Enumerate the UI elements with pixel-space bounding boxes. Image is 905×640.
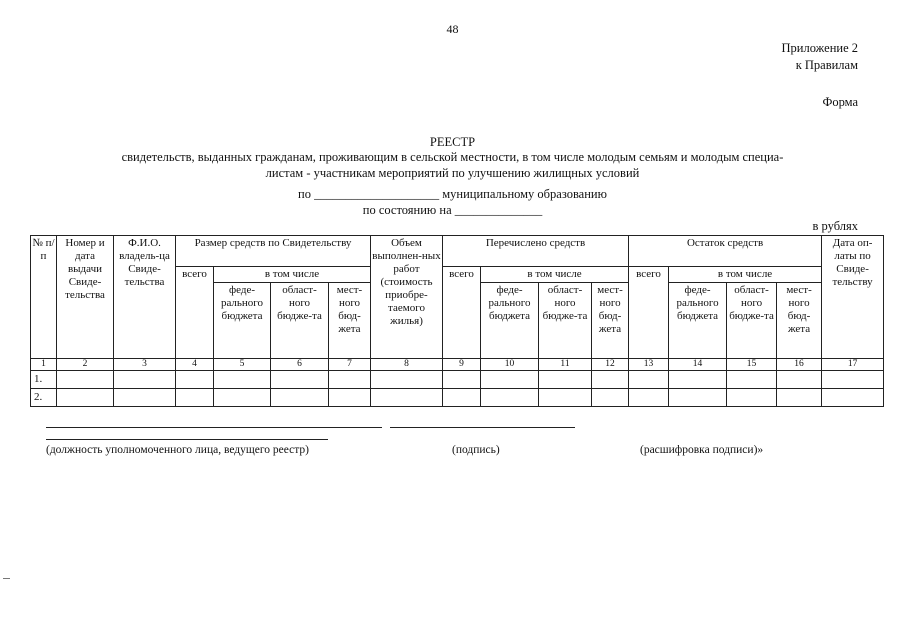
subtitle-line-1: свидетельств, выданных гражданам, проживающим в сельской местности, в том числе молодым семьям и молодым специа- bbox=[121, 150, 784, 164]
table-cell[interactable] bbox=[329, 389, 371, 407]
column-number: 12 bbox=[592, 359, 629, 371]
subtitle-line-2: листам - участникам мероприятий по улучшению жилищных условий bbox=[265, 166, 640, 180]
table-cell[interactable] bbox=[371, 389, 443, 407]
table-cell[interactable] bbox=[329, 371, 371, 389]
header-transferred-regional: област-ного бюдже-та bbox=[539, 283, 592, 359]
table-cell[interactable] bbox=[481, 371, 539, 389]
table-cell[interactable] bbox=[214, 371, 271, 389]
table-cell[interactable] bbox=[669, 389, 727, 407]
column-number: 17 bbox=[822, 359, 884, 371]
table-cell[interactable] bbox=[176, 371, 214, 389]
column-number: 2 bbox=[57, 359, 114, 371]
row-index: 2. bbox=[31, 389, 57, 407]
column-number: 16 bbox=[777, 359, 822, 371]
caption-decoding: (расшифровка подписи)» bbox=[640, 444, 764, 456]
table-cell[interactable] bbox=[777, 389, 822, 407]
column-number: 3 bbox=[114, 359, 176, 371]
column-number: 10 bbox=[481, 359, 539, 371]
row-index: 1. bbox=[31, 371, 57, 389]
header-num: № п/п bbox=[31, 236, 57, 359]
table-cell[interactable] bbox=[539, 371, 592, 389]
column-number: 13 bbox=[629, 359, 669, 371]
header-transferred-local: мест-ного бюд-жета bbox=[592, 283, 629, 359]
appendix-line-2: к Правилам bbox=[795, 58, 858, 72]
header-transferred-federal: феде-рального бюджета bbox=[481, 283, 539, 359]
page-number: 48 bbox=[446, 22, 459, 36]
header-size-federal: феде-рального бюджета bbox=[214, 283, 271, 359]
column-number: 8 bbox=[371, 359, 443, 371]
as-of-date-line bbox=[0, 202, 905, 218]
table-cell[interactable] bbox=[669, 371, 727, 389]
header-size: Размер средств по Свидетельству bbox=[176, 236, 371, 267]
table-cell[interactable] bbox=[727, 389, 777, 407]
appendix-line-1: Приложение 2 bbox=[781, 41, 858, 55]
table-cell[interactable] bbox=[271, 389, 329, 407]
header-balance-total: всего bbox=[629, 267, 669, 359]
column-number: 1 bbox=[31, 359, 57, 371]
table-cell[interactable] bbox=[443, 389, 481, 407]
municipality-blank[interactable]: ____________________ bbox=[314, 187, 440, 201]
municipality-prefix: по bbox=[298, 187, 311, 201]
form-label: Форма bbox=[822, 95, 858, 109]
document-subtitle bbox=[0, 149, 905, 181]
header-size-local: мест-ного бюд-жета bbox=[329, 283, 371, 359]
table-cell[interactable] bbox=[176, 389, 214, 407]
column-number: 14 bbox=[669, 359, 727, 371]
header-balance-federal: феде-рального бюджета bbox=[669, 283, 727, 359]
table-cell[interactable] bbox=[592, 371, 629, 389]
document-title: РЕЕСТР bbox=[429, 135, 476, 149]
table-cell[interactable] bbox=[271, 371, 329, 389]
table-cell[interactable] bbox=[114, 371, 176, 389]
margin-mark bbox=[3, 578, 10, 579]
caption-signature: (подпись) bbox=[452, 444, 500, 456]
header-transferred-total: всего bbox=[443, 267, 481, 359]
registry-table bbox=[30, 235, 884, 407]
header-size-including: в том числе bbox=[214, 267, 371, 283]
signature-line-position[interactable] bbox=[46, 427, 382, 428]
table-cell[interactable] bbox=[629, 389, 669, 407]
column-number: 4 bbox=[176, 359, 214, 371]
column-number: 15 bbox=[727, 359, 777, 371]
header-volume: Объем выполнен-ных работ (стоимость приобре-таемого жилья) bbox=[371, 236, 443, 359]
signature-line-position-2[interactable] bbox=[46, 439, 328, 440]
header-transferred-including: в том числе bbox=[481, 267, 629, 283]
table-cell[interactable] bbox=[727, 371, 777, 389]
column-number: 6 bbox=[271, 359, 329, 371]
units-label: в рублях bbox=[812, 219, 858, 233]
municipality-suffix: муниципальному образованию bbox=[442, 187, 607, 201]
header-size-regional: област-ного бюдже-та bbox=[271, 283, 329, 359]
as-of-blank[interactable]: ______________ bbox=[454, 203, 543, 217]
table-cell[interactable] bbox=[57, 389, 114, 407]
header-size-total: всего bbox=[176, 267, 214, 359]
table-cell[interactable] bbox=[371, 371, 443, 389]
table-cell[interactable] bbox=[57, 371, 114, 389]
appendix-reference bbox=[782, 40, 858, 74]
table-cell[interactable] bbox=[629, 371, 669, 389]
table-row bbox=[31, 371, 884, 389]
header-balance-regional: област-ного бюдже-та bbox=[727, 283, 777, 359]
header-number-date: Номер и дата выдачи Свиде-тельства bbox=[57, 236, 114, 359]
header-transferred: Перечислено средств bbox=[443, 236, 629, 267]
municipality-line bbox=[0, 186, 905, 202]
table-cell[interactable] bbox=[114, 389, 176, 407]
table-cell[interactable] bbox=[777, 371, 822, 389]
table-cell[interactable] bbox=[214, 389, 271, 407]
table-cell[interactable] bbox=[443, 371, 481, 389]
table-cell[interactable] bbox=[481, 389, 539, 407]
as-of-prefix: по состоянию на bbox=[362, 203, 452, 217]
caption-position: (должность уполномоченного лица, ведущего реестр) bbox=[46, 444, 309, 456]
table-cell[interactable] bbox=[539, 389, 592, 407]
column-number: 11 bbox=[539, 359, 592, 371]
table-cell[interactable] bbox=[822, 389, 884, 407]
header-balance: Остаток средств bbox=[629, 236, 822, 267]
header-paydate: Дата оп-латы по Свиде-тельству bbox=[822, 236, 884, 359]
column-number: 7 bbox=[329, 359, 371, 371]
table-row bbox=[31, 389, 884, 407]
header-balance-local: мест-ного бюд-жета bbox=[777, 283, 822, 359]
column-number: 5 bbox=[214, 359, 271, 371]
table-cell[interactable] bbox=[592, 389, 629, 407]
header-balance-including: в том числе bbox=[669, 267, 822, 283]
signature-line-signature[interactable] bbox=[390, 427, 575, 428]
column-number: 9 bbox=[443, 359, 481, 371]
header-owner: Ф.И.О. владель-ца Свиде-тельства bbox=[114, 236, 176, 359]
table-cell[interactable] bbox=[822, 371, 884, 389]
